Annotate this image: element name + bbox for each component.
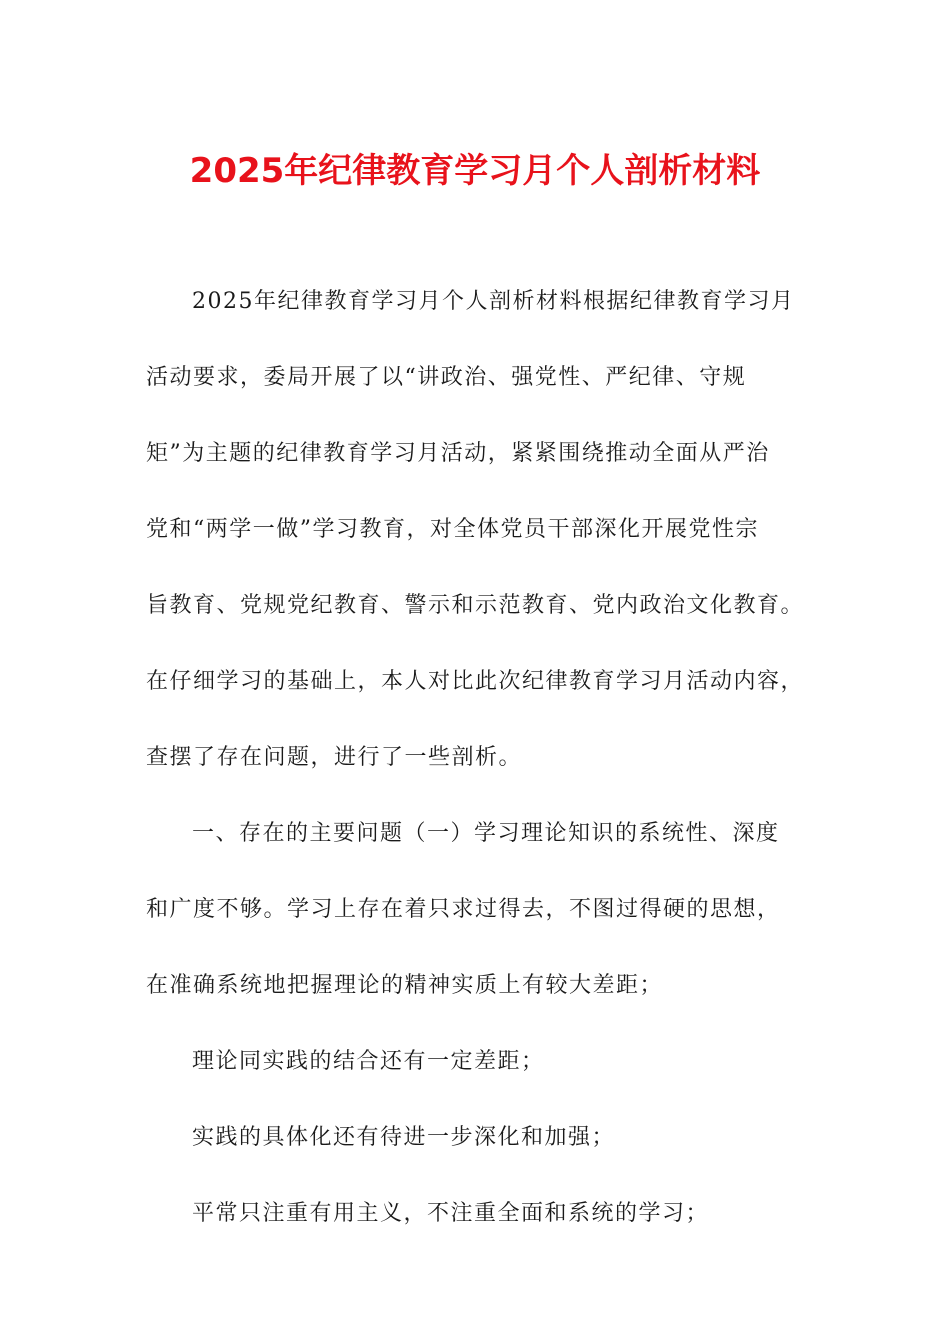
paragraph-line: 在仔细学习的基础上，本人对比此次纪律教育学习月活动内容， — [146, 669, 805, 694]
paragraph-line: 平常只注重有用主义，不注重全面和系统的学习； — [192, 1201, 710, 1226]
paragraph-line: 查摆了存在问题，进行了一些剖析。 — [146, 745, 523, 770]
paragraph-line: 一、存在的主要问题（一）学习理论知识的系统性、深度 — [192, 821, 780, 846]
paragraph-line: 活动要求，委局开展了以“讲政治、强党性、严纪律、守规 — [146, 365, 747, 390]
paragraph-line: 理论同实践的结合还有一定差距； — [192, 1049, 545, 1074]
paragraph-line: 2025年纪律教育学习月个人剖析材料根据纪律教育学习月 — [192, 289, 795, 314]
paragraph-line: 党和“两学一做”学习教育，对全体党员干部深化开展党性宗 — [146, 517, 759, 542]
paragraph-line: 和广度不够。学习上存在着只求过得去，不图过得硬的思想， — [146, 897, 781, 922]
paragraph-line: 矩”为主题的纪律教育学习月活动，紧紧围绕推动全面从严治 — [146, 441, 770, 466]
paragraph-line: 在准确系统地把握理论的精神实质上有较大差距； — [146, 973, 664, 998]
document-body — [146, 278, 808, 1266]
paragraph-line: 实践的具体化还有待进一步深化和加强； — [192, 1125, 616, 1150]
paragraph-line: 旨教育、党规党纪教育、警示和示范教育、党内政治文化教育。 — [146, 593, 805, 618]
document-title: 2025年纪律教育学习月个人剖析材料 — [189, 151, 761, 191]
